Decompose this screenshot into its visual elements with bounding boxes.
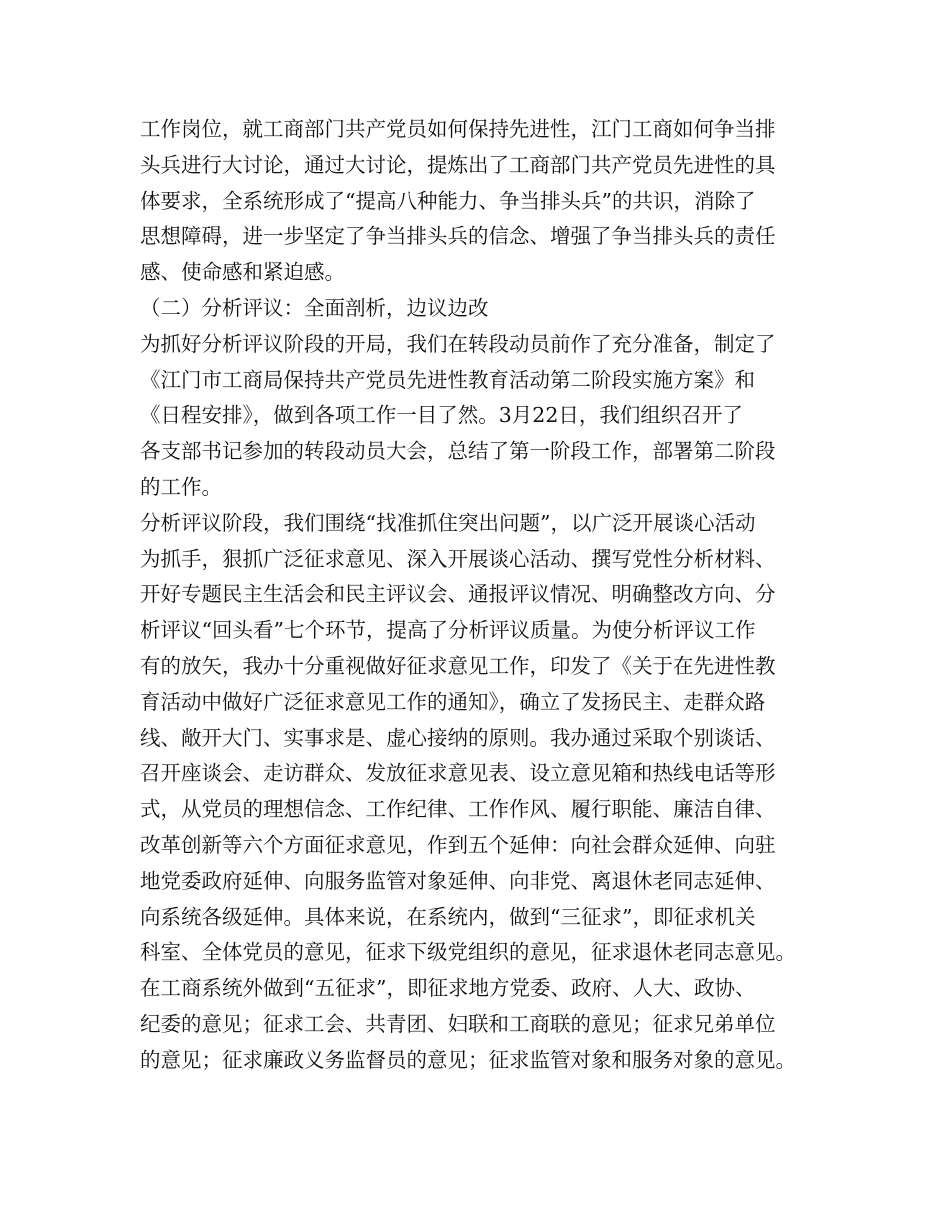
- text-line: 头兵进行大讨论，通过大讨论，提炼出了工商部门共产党员先进性的具: [140, 152, 776, 177]
- text-line: 线、敞开大门、实事求是、虚心接纳的原则。我办通过采取个别谈话、: [140, 725, 776, 750]
- text-line: 为抓手，狠抓广泛征求意见、深入开展谈心活动、撰写党性分析材料、: [140, 546, 776, 571]
- text-line: 召开座谈会、走访群众、发放征求意见表、设立意见箱和热线电话等形: [140, 761, 776, 786]
- text-line: 地党委政府延伸、向服务监管对象延伸、向非党、离退休老同志延伸、: [140, 868, 776, 893]
- text-line: 式，从党员的理想信念、工作纪律、工作作风、履行职能、廉洁自律、: [140, 797, 776, 822]
- text-line: 分析评议阶段，我们围绕“找准抓住突出问题”，以广泛开展谈心活动: [140, 510, 756, 535]
- text-line: 《日程安排》，做到各项工作一目了然。3月22日，我们组织召开了: [140, 403, 743, 428]
- text-line: 开好专题民主生活会和民主评议会、通报评议情况、明确整改方向、分: [140, 582, 776, 607]
- text-line: 育活动中做好广泛征求意见工作的通知》，确立了发扬民主、走群众路: [140, 689, 766, 714]
- text-line: 思想障碍，进一步坚定了争当排头兵的信念、增强了争当排头兵的责任: [140, 224, 776, 249]
- text-line: 的意见；征求廉政义务监督员的意见；征求监管对象和服务对象的意见。: [140, 1047, 796, 1072]
- text-line: 工作岗位，就工商部门共产党员如何保持先进性，江门工商如何争当排: [140, 117, 776, 141]
- section-heading: （二）分析评议：全面剖析，边议边改: [140, 295, 489, 320]
- text-line: 纪委的意见；征求工会、共青团、妇联和工商联的意见；征求兄弟单位: [140, 1011, 776, 1036]
- text-line: 有的放矢，我办十分重视做好征求意见工作，印发了《关于在先进性教: [140, 653, 776, 678]
- text-line: 为抓好分析评议阶段的开局，我们在转段动员前作了充分准备，制定了: [140, 331, 776, 356]
- text-line: 感、使命感和紧迫感。: [140, 260, 345, 285]
- text-line: 析评议“回头看”七个环节，提高了分析评议质量。为使分析评议工作: [140, 618, 756, 643]
- text-line: 的工作。: [140, 474, 222, 499]
- text-line: 在工商系统外做到“五征求”，即征求地方党委、政府、人大、政协、: [140, 976, 756, 1001]
- text-line: 科室、全体党员的意见，征求下级党组织的意见，征求退休老同志意见。: [140, 940, 796, 965]
- text-line: 体要求，全系统形成了“提高八种能力、争当排头兵”的共识，消除了: [140, 188, 756, 213]
- text-line: 《江门市工商局保持共产党员先进性教育活动第二阶段实施方案》和: [140, 367, 755, 392]
- document-body: [140, 112, 840, 1079]
- text-line: 改革创新等六个方面征求意见，作到五个延伸：向社会群众延伸、向驻: [140, 832, 776, 857]
- text-line: 向系统各级延伸。具体来说，在系统内，做到“三征求”，即征求机关: [140, 904, 756, 929]
- text-line: 各支部书记参加的转段动员大会，总结了第一阶段工作，部署第二阶段: [140, 439, 776, 464]
